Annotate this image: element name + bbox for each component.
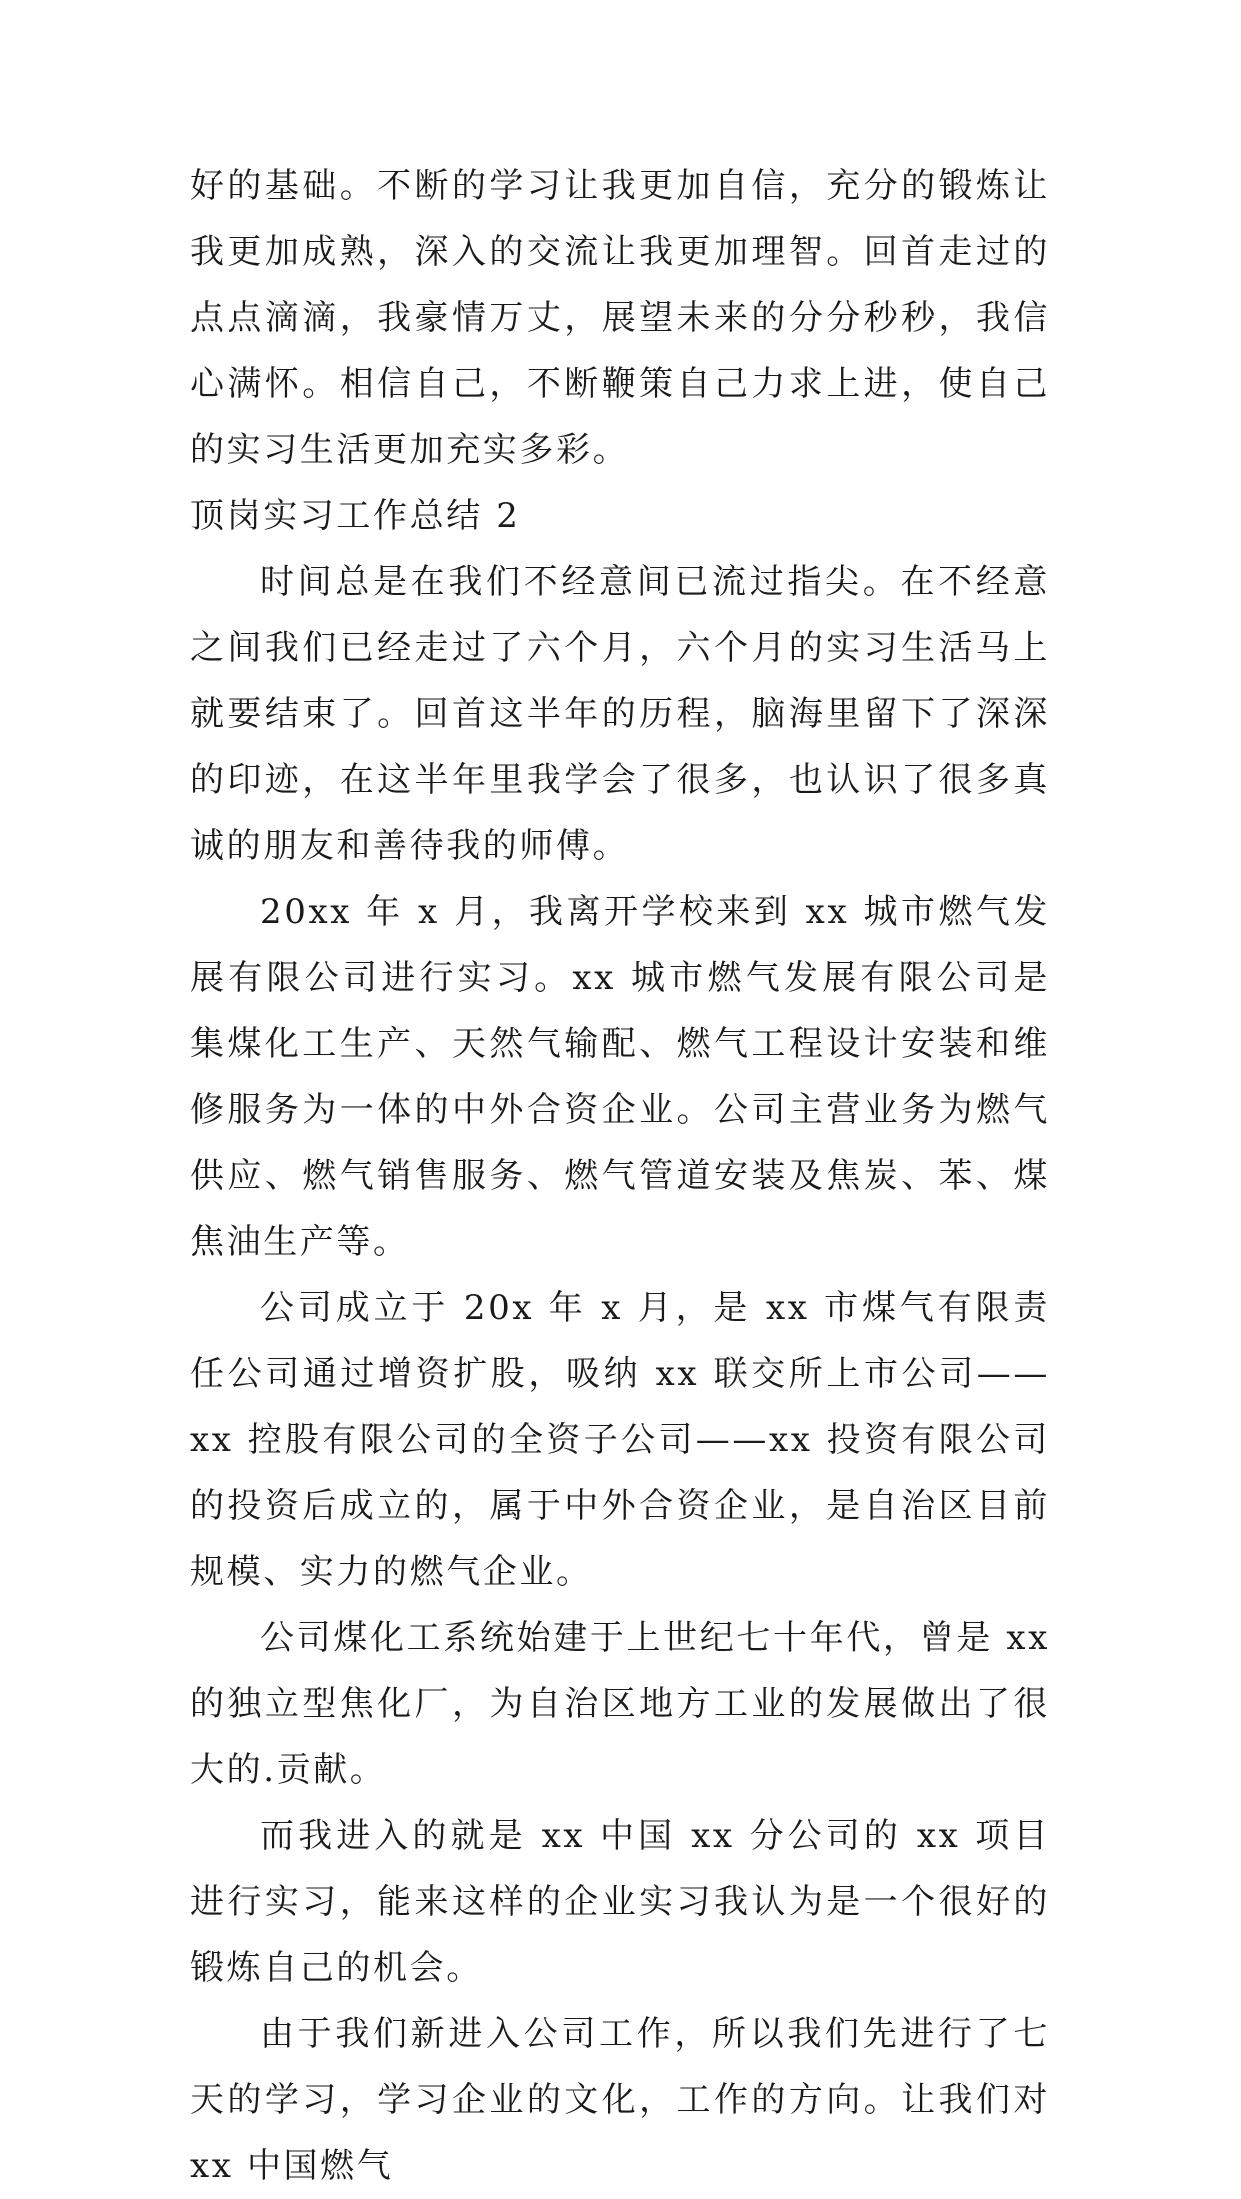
section-title: 顶岗实习工作总结 2: [190, 496, 521, 536]
opening-paragraph: 好的基础。不断的学习让我更加自信，充分的锻炼让我更加成熟，深入的交流让我更加理智。回首走过的点点滴滴，我豪情万丈，展望未来的分分秒秒，我信心满怀。相信自己，不断鞭策自己力求上进，使自己的实习生活更加充实多彩。: [190, 166, 1050, 470]
paragraph-5: 而我进入的就是 xx 中国 xx 分公司的 xx 项目进行实习，能来这样的企业实习我认为是一个很好的锻炼自己的机会。: [190, 1816, 1050, 1988]
paragraph-3: 公司成立于 20x 年 x 月，是 xx 市煤气有限责任公司通过增资扩股，吸纳 xx 联交所上市公司——xx 控股有限公司的全资子公司——xx 投资有限公司的投资后成立的，属于中外合资企业，是自治区目前规模、实力的燃气企业。: [190, 1288, 1050, 1592]
document-body: [190, 153, 1050, 2199]
paragraph-6: 由于我们新进入公司工作，所以我们先进行了七天的学习，学习企业的文化，工作的方向。让我们对 xx 中国燃气: [190, 2014, 1050, 2186]
paragraph-4: 公司煤化工系统始建于上世纪七十年代，曾是 xx 的独立型焦化厂，为自治区地方工业的发展做出了很大的.贡献。: [190, 1618, 1050, 1790]
paragraph-1: 时间总是在我们不经意间已流过指尖。在不经意之间我们已经走过了六个月，六个月的实习生活马上就要结束了。回首这半年的历程，脑海里留下了深深的印迹，在这半年里我学会了很多，也认识了很多真诚的朋友和善待我的师傅。: [190, 562, 1050, 866]
paragraph-2: 20xx 年 x 月，我离开学校来到 xx 城市燃气发展有限公司进行实习。xx 城市燃气发展有限公司是集煤化工生产、天然气输配、燃气工程设计安装和维修服务为一体的中外合资企业。公司主营业务为燃气供应、燃气销售服务、燃气管道安装及焦炭、苯、煤焦油生产等。: [190, 892, 1050, 1262]
